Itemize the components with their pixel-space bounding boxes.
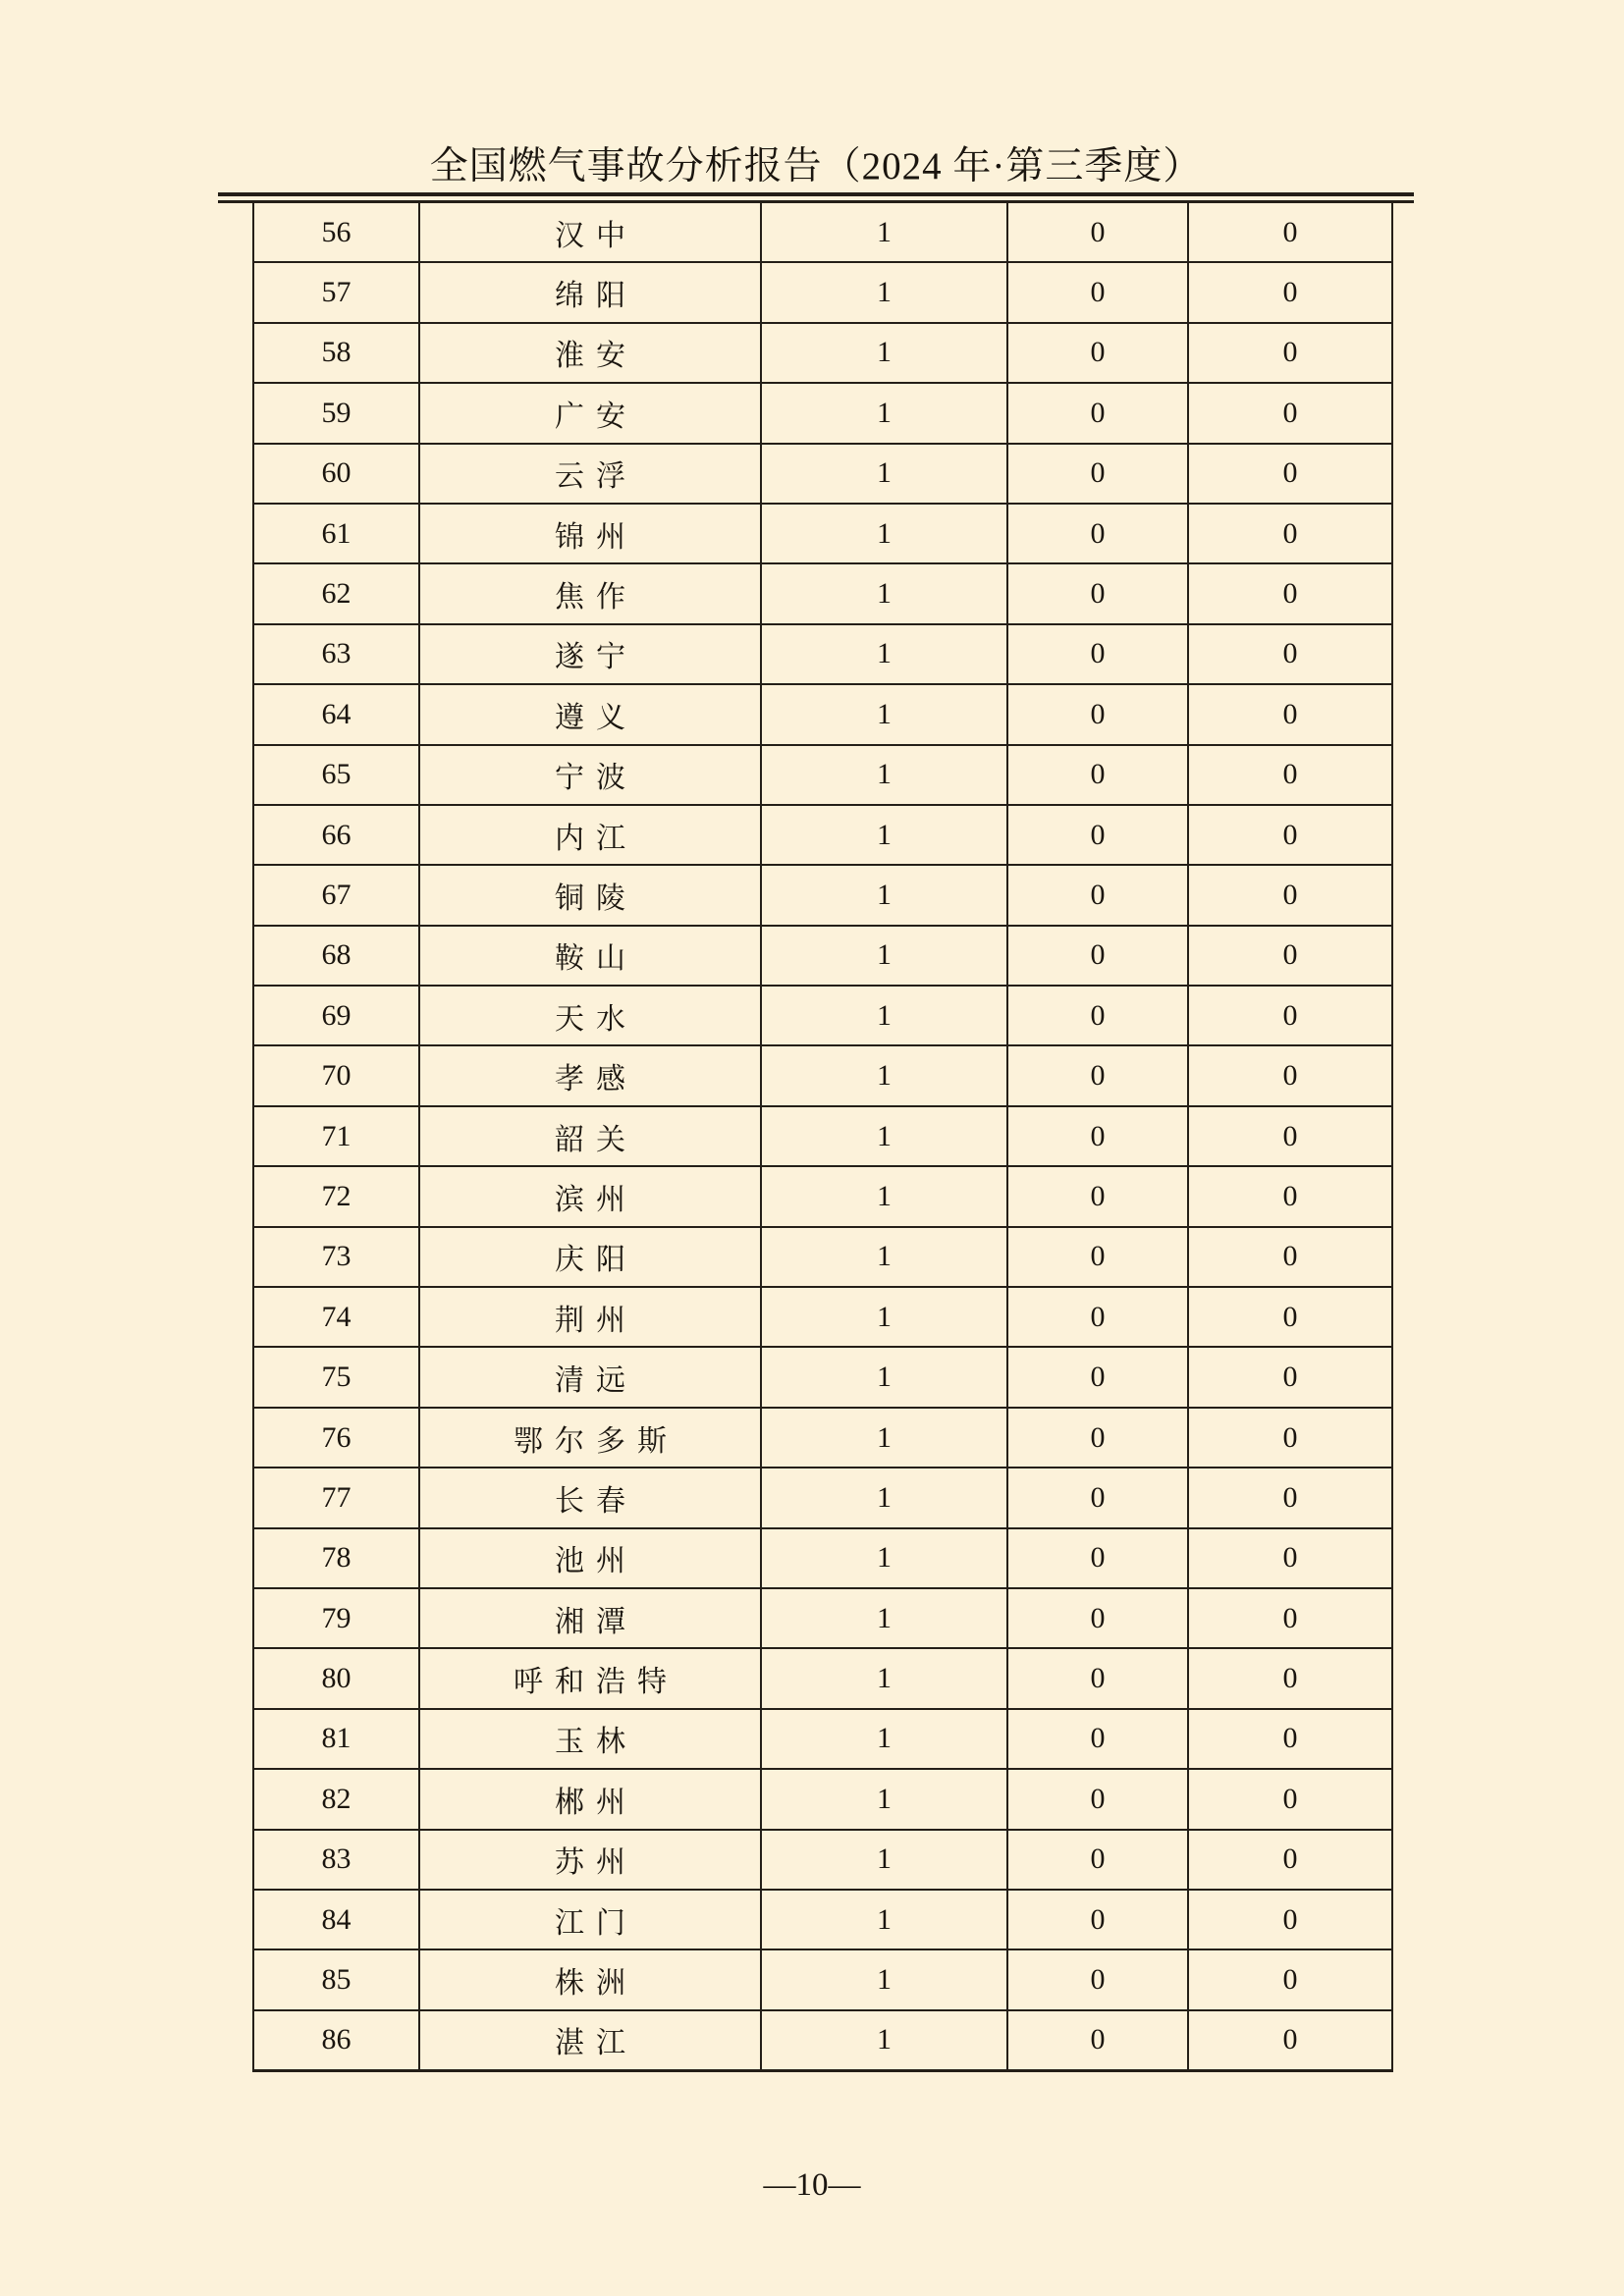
value-cell-1: 1	[761, 1648, 1007, 1708]
table-row	[253, 262, 1392, 322]
table-row	[253, 1890, 1392, 1949]
value-cell-2: 0	[1007, 1166, 1188, 1226]
value-cell-3: 0	[1188, 865, 1392, 925]
value-cell-3: 0	[1188, 1045, 1392, 1105]
value-cell-3: 0	[1188, 1709, 1392, 1769]
table-row	[253, 1528, 1392, 1588]
value-cell-2: 0	[1007, 504, 1188, 563]
value-cell-3: 0	[1188, 383, 1392, 443]
value-cell-2: 0	[1007, 1890, 1188, 1949]
row-number-cell: 71	[253, 1106, 419, 1166]
value-cell-1: 1	[761, 504, 1007, 563]
city-name-cell: 呼和浩特	[419, 1648, 761, 1708]
value-cell-2: 0	[1007, 1347, 1188, 1407]
table-row	[253, 1769, 1392, 1829]
city-name-cell: 滨州	[419, 1166, 761, 1226]
table-row	[253, 1468, 1392, 1527]
table-row	[253, 1106, 1392, 1166]
city-name-cell: 湘潭	[419, 1588, 761, 1648]
value-cell-2: 0	[1007, 1709, 1188, 1769]
value-cell-2: 0	[1007, 1468, 1188, 1527]
value-cell-3: 0	[1188, 563, 1392, 623]
city-name-cell: 荆州	[419, 1287, 761, 1347]
page-number: —10—	[763, 2167, 861, 2203]
row-number-cell: 79	[253, 1588, 419, 1648]
value-cell-2: 0	[1007, 1830, 1188, 1890]
value-cell-1: 1	[761, 2010, 1007, 2071]
value-cell-3: 0	[1188, 444, 1392, 504]
value-cell-3: 0	[1188, 1588, 1392, 1648]
value-cell-3: 0	[1188, 2010, 1392, 2071]
value-cell-3: 0	[1188, 1949, 1392, 2009]
value-cell-1: 1	[761, 1408, 1007, 1468]
row-number-cell: 75	[253, 1347, 419, 1407]
value-cell-1: 1	[761, 1468, 1007, 1527]
row-number-cell: 70	[253, 1045, 419, 1105]
row-number-cell: 58	[253, 323, 419, 383]
table-row	[253, 1408, 1392, 1468]
city-name-cell: 鄂尔多斯	[419, 1408, 761, 1468]
value-cell-1: 1	[761, 262, 1007, 322]
row-number-cell: 63	[253, 624, 419, 684]
row-number-cell: 76	[253, 1408, 419, 1468]
city-name-cell: 天水	[419, 986, 761, 1045]
row-number-cell: 84	[253, 1890, 419, 1949]
value-cell-1: 1	[761, 745, 1007, 805]
table-row	[253, 1227, 1392, 1287]
row-number-cell: 78	[253, 1528, 419, 1588]
table-row	[253, 805, 1392, 865]
value-cell-3: 0	[1188, 986, 1392, 1045]
row-number-cell: 72	[253, 1166, 419, 1226]
value-cell-1: 1	[761, 1347, 1007, 1407]
table-row	[253, 1830, 1392, 1890]
table-row	[253, 2010, 1392, 2071]
value-cell-1: 1	[761, 865, 1007, 925]
table-row	[253, 1709, 1392, 1769]
value-cell-3: 0	[1188, 1648, 1392, 1708]
accident-table-body	[253, 202, 1392, 2071]
table-row	[253, 1166, 1392, 1226]
row-number-cell: 61	[253, 504, 419, 563]
table-row	[253, 684, 1392, 744]
city-name-cell: 鞍山	[419, 926, 761, 986]
value-cell-3: 0	[1188, 1468, 1392, 1527]
city-name-cell: 铜陵	[419, 865, 761, 925]
row-number-cell: 80	[253, 1648, 419, 1708]
city-name-cell: 遵义	[419, 684, 761, 744]
value-cell-2: 0	[1007, 865, 1188, 925]
page-footer	[0, 2167, 1624, 2204]
value-cell-2: 0	[1007, 444, 1188, 504]
value-cell-1: 1	[761, 1890, 1007, 1949]
city-name-cell: 内江	[419, 805, 761, 865]
row-number-cell: 86	[253, 2010, 419, 2071]
value-cell-3: 0	[1188, 926, 1392, 986]
row-number-cell: 56	[253, 202, 419, 262]
table-row	[253, 1588, 1392, 1648]
city-name-cell: 清远	[419, 1347, 761, 1407]
value-cell-3: 0	[1188, 262, 1392, 322]
value-cell-1: 1	[761, 1528, 1007, 1588]
table-row	[253, 1949, 1392, 2009]
table-row	[253, 926, 1392, 986]
value-cell-3: 0	[1188, 504, 1392, 563]
value-cell-3: 0	[1188, 684, 1392, 744]
city-name-cell: 淮安	[419, 323, 761, 383]
value-cell-1: 1	[761, 1287, 1007, 1347]
value-cell-3: 0	[1188, 1890, 1392, 1949]
value-cell-1: 1	[761, 926, 1007, 986]
value-cell-2: 0	[1007, 563, 1188, 623]
value-cell-1: 1	[761, 1106, 1007, 1166]
value-cell-2: 0	[1007, 1287, 1188, 1347]
value-cell-1: 1	[761, 1045, 1007, 1105]
value-cell-1: 1	[761, 1830, 1007, 1890]
city-name-cell: 郴州	[419, 1769, 761, 1829]
table-row	[253, 745, 1392, 805]
row-number-cell: 74	[253, 1287, 419, 1347]
city-name-cell: 广安	[419, 383, 761, 443]
value-cell-1: 1	[761, 444, 1007, 504]
table-row	[253, 986, 1392, 1045]
value-cell-2: 0	[1007, 1648, 1188, 1708]
table-row	[253, 624, 1392, 684]
row-number-cell: 81	[253, 1709, 419, 1769]
table-row	[253, 1347, 1392, 1407]
city-name-cell: 遂宁	[419, 624, 761, 684]
value-cell-3: 0	[1188, 805, 1392, 865]
value-cell-3: 0	[1188, 1287, 1392, 1347]
value-cell-3: 0	[1188, 1347, 1392, 1407]
value-cell-1: 1	[761, 1769, 1007, 1829]
value-cell-1: 1	[761, 684, 1007, 744]
table-row	[253, 1648, 1392, 1708]
value-cell-1: 1	[761, 563, 1007, 623]
city-name-cell: 汉中	[419, 202, 761, 262]
row-number-cell: 83	[253, 1830, 419, 1890]
value-cell-3: 0	[1188, 1528, 1392, 1588]
table-row	[253, 202, 1392, 262]
table-row	[253, 383, 1392, 443]
row-number-cell: 82	[253, 1769, 419, 1829]
value-cell-2: 0	[1007, 1588, 1188, 1648]
city-name-cell: 池州	[419, 1528, 761, 1588]
row-number-cell: 73	[253, 1227, 419, 1287]
value-cell-1: 1	[761, 323, 1007, 383]
row-number-cell: 67	[253, 865, 419, 925]
city-name-cell: 锦州	[419, 504, 761, 563]
row-number-cell: 60	[253, 444, 419, 504]
city-name-cell: 焦作	[419, 563, 761, 623]
city-name-cell: 庆阳	[419, 1227, 761, 1287]
value-cell-1: 1	[761, 1709, 1007, 1769]
value-cell-1: 1	[761, 202, 1007, 262]
value-cell-2: 0	[1007, 1769, 1188, 1829]
value-cell-3: 0	[1188, 1408, 1392, 1468]
city-name-cell: 长春	[419, 1468, 761, 1527]
row-number-cell: 57	[253, 262, 419, 322]
row-number-cell: 65	[253, 745, 419, 805]
value-cell-1: 1	[761, 1227, 1007, 1287]
table-row	[253, 1287, 1392, 1347]
value-cell-1: 1	[761, 383, 1007, 443]
value-cell-2: 0	[1007, 2010, 1188, 2071]
city-name-cell: 苏州	[419, 1830, 761, 1890]
value-cell-1: 1	[761, 1588, 1007, 1648]
row-number-cell: 66	[253, 805, 419, 865]
value-cell-1: 1	[761, 986, 1007, 1045]
table-row	[253, 1045, 1392, 1105]
value-cell-2: 0	[1007, 202, 1188, 262]
value-cell-2: 0	[1007, 1106, 1188, 1166]
value-cell-2: 0	[1007, 1949, 1188, 2009]
value-cell-3: 0	[1188, 624, 1392, 684]
table-row	[253, 563, 1392, 623]
value-cell-2: 0	[1007, 684, 1188, 744]
accident-table	[252, 201, 1393, 2072]
row-number-cell: 64	[253, 684, 419, 744]
value-cell-1: 1	[761, 624, 1007, 684]
value-cell-3: 0	[1188, 323, 1392, 383]
city-name-cell: 江门	[419, 1890, 761, 1949]
row-number-cell: 59	[253, 383, 419, 443]
city-name-cell: 株洲	[419, 1949, 761, 2009]
table-row	[253, 504, 1392, 563]
value-cell-2: 0	[1007, 745, 1188, 805]
table-row	[253, 323, 1392, 383]
value-cell-1: 1	[761, 1166, 1007, 1226]
value-cell-2: 0	[1007, 1528, 1188, 1588]
value-cell-2: 0	[1007, 805, 1188, 865]
value-cell-3: 0	[1188, 1106, 1392, 1166]
row-number-cell: 69	[253, 986, 419, 1045]
value-cell-3: 0	[1188, 1830, 1392, 1890]
row-number-cell: 85	[253, 1949, 419, 2009]
city-name-cell: 宁波	[419, 745, 761, 805]
city-name-cell: 绵阳	[419, 262, 761, 322]
value-cell-2: 0	[1007, 624, 1188, 684]
table-row	[253, 444, 1392, 504]
page-header-title: 全国燃气事故分析报告（2024 年·第三季度）	[429, 145, 1203, 187]
city-name-cell: 孝感	[419, 1045, 761, 1105]
city-name-cell: 玉林	[419, 1709, 761, 1769]
value-cell-2: 0	[1007, 323, 1188, 383]
city-name-cell: 湛江	[419, 2010, 761, 2071]
row-number-cell: 68	[253, 926, 419, 986]
value-cell-1: 1	[761, 805, 1007, 865]
table-row	[253, 865, 1392, 925]
value-cell-1: 1	[761, 1949, 1007, 2009]
city-name-cell: 韶关	[419, 1106, 761, 1166]
value-cell-2: 0	[1007, 926, 1188, 986]
row-number-cell: 77	[253, 1468, 419, 1527]
value-cell-2: 0	[1007, 383, 1188, 443]
value-cell-2: 0	[1007, 986, 1188, 1045]
value-cell-3: 0	[1188, 202, 1392, 262]
value-cell-2: 0	[1007, 1045, 1188, 1105]
city-name-cell: 云浮	[419, 444, 761, 504]
value-cell-2: 0	[1007, 262, 1188, 322]
row-number-cell: 62	[253, 563, 419, 623]
value-cell-3: 0	[1188, 1769, 1392, 1829]
value-cell-3: 0	[1188, 745, 1392, 805]
value-cell-2: 0	[1007, 1227, 1188, 1287]
value-cell-3: 0	[1188, 1166, 1392, 1226]
value-cell-3: 0	[1188, 1227, 1392, 1287]
value-cell-2: 0	[1007, 1408, 1188, 1468]
